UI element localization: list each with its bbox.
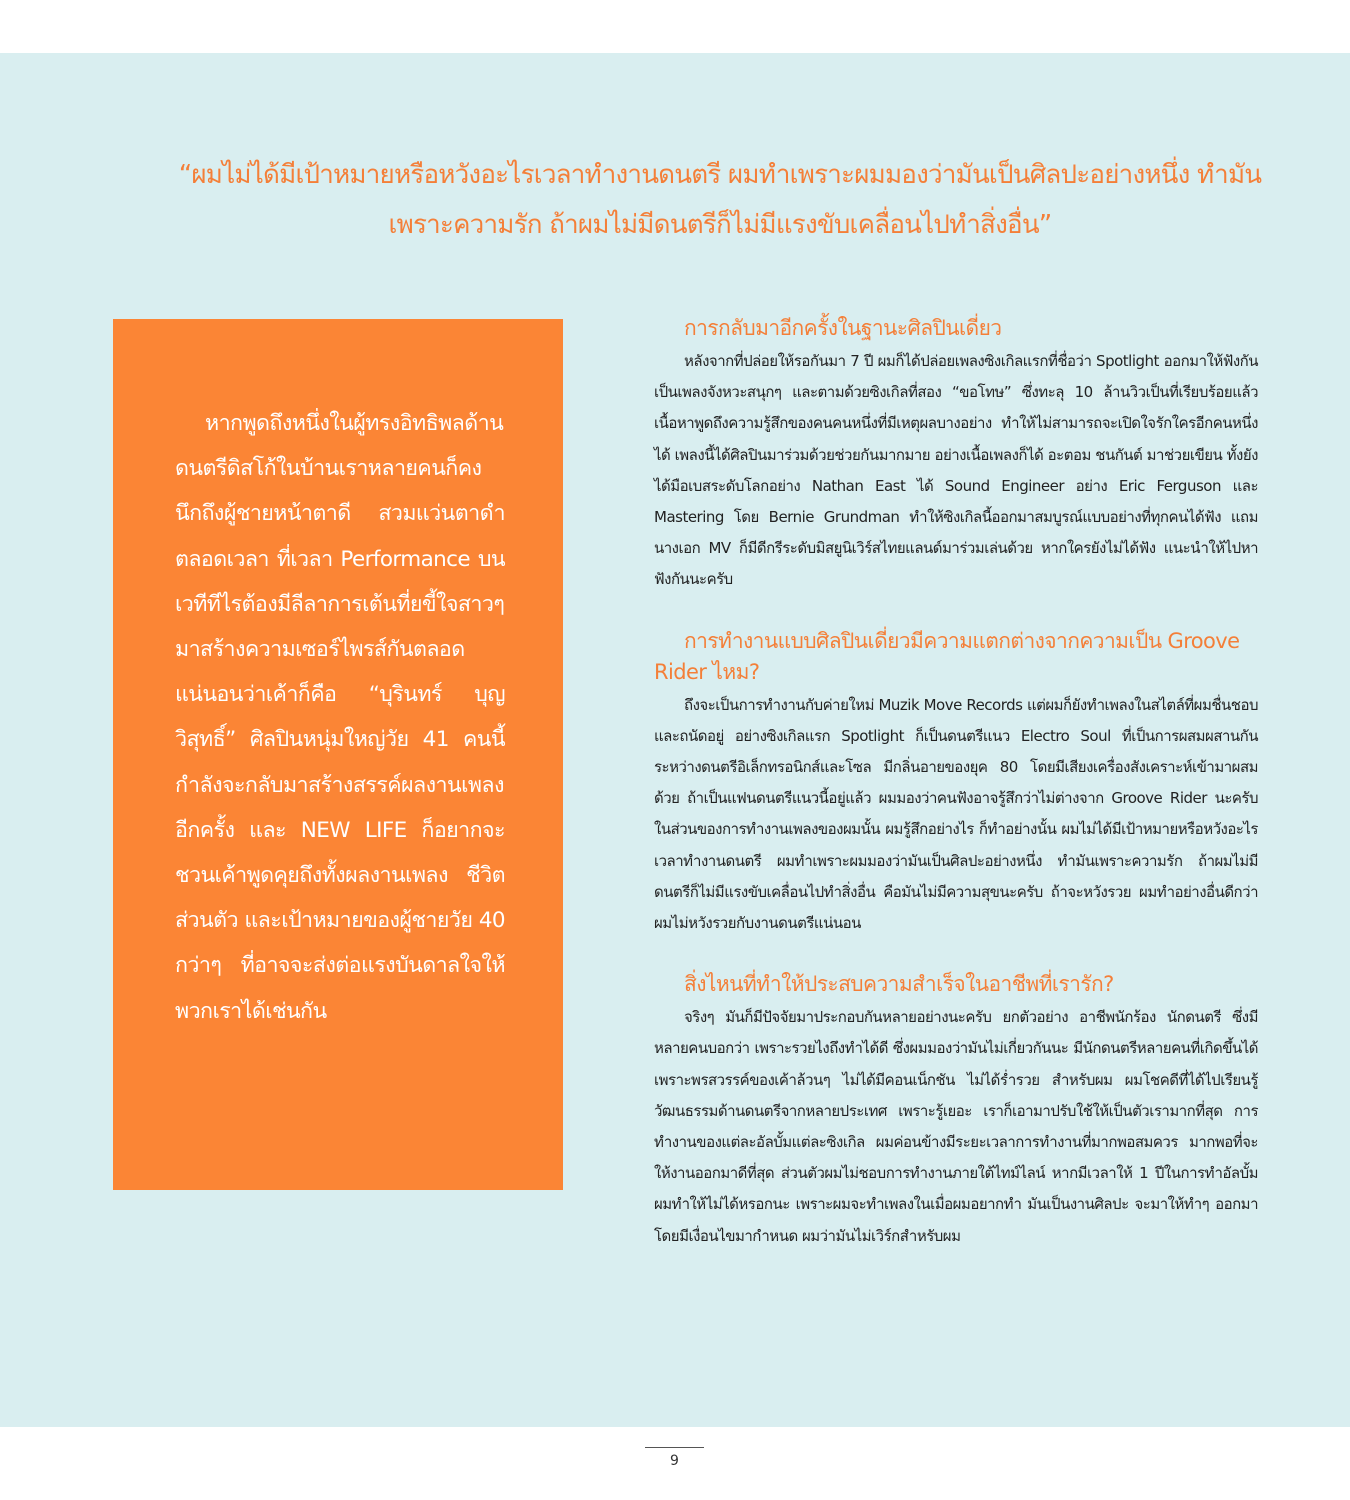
article-section — [654, 969, 1258, 1252]
page-footer — [0, 1427, 1350, 1500]
article-section — [654, 313, 1258, 596]
pull-quote: “ผมไม่ได้มีเป้าหมายหรือหวังอะไรเวลาทำงานดนตรี ผมทำเพราะผมมองว่ามันเป็นศิลปะอย่างหนึ่ง ทำมันเพราะความรัก ถ้าผมไม่มีดนตรีก็ไม่มีแรงขับเคลื่อนไปทำสิ่งอื่น” — [178, 160, 1262, 240]
section-body: จริงๆ มันก็มีปัจจัยมาประกอบกันหลายอย่างนะครับ ยกตัวอย่าง อาชีพนักร้อง นักดนตรี ซึ่งมีหลายคนบอกว่า เพราะรวยไงถึงทำได้ดี ซึ่งผมมองว่ามันไม่เกี่ยวกันนะ มีนักดนตรีหลายคนที่เกิดขึ้นได้เพราะพรสวรรค์ของเค้าล้วนๆ ไม่ได้มีคอนเน็กชัน ไม่ได้ร่ำรวย สำหรับผม ผมโชคดีที่ได้ไปเรียนรู้วัฒนธรรมด้านดนตรีจากหลายประเทศ เพราะรู้เยอะ เราก็เอามาปรับใช้ให้เป็นตัวเรามากที่สุด การทำงานของแต่ละอัลบั้มแต่ละซิงเกิล ผมค่อนข้างมีระยะเวลาการทำงานที่มากพอสมควร มากพอที่จะให้งานออกมาดีที่สุด ส่วนตัวผมไม่ชอบการทำงานภายใต้ไทม์ไลน์ หากมีเวลาให้ 1 ปีในการทำอัลบั้ม ผมทำให้ไม่ได้หรอกนะ เพราะผมจะทำเพลงในเมื่อผมอยากทำ มันเป็นงานศิลปะ จะมาให้ทำๆ ออกมาโดยมีเงื่อนไขมากำหนด ผมว่ามันไม่เวิร์กสำหรับผม — [654, 1008, 1258, 1245]
article-column — [654, 313, 1258, 1282]
section-body: หลังจากที่ปล่อยให้รอกันมา 7 ปี ผมก็ได้ปล่อยเพลงซิงเกิลแรกที่ชื่อว่า Spotlight ออกมาให้ฟังกัน เป็นเพลงจังหวะสนุกๆ และตามด้วยซิงเกิลที่สอง “ขอโทษ” ซึ่งทะลุ 10 ล้านวิวเป็นที่เรียบร้อยแล้ว เนื้อหาพูดถึงความรู้สึกของคนคนหนึ่งที่มีเหตุผลบางอย่าง ทำให้ไม่สามารถจะเปิดใจรักใครอีกคนหนึ่งได้ เพลงนี้ได้ศิลปินมาร่วมด้วยช่วยกันมากมาย อย่างเนื้อเพลงก็ได้ อะตอม ชนกันต์ มาช่วยเขียน ทั้งยังได้มือเบสระดับโลกอย่าง Nathan East ได้ Sound Engineer อย่าง Eric Ferguson และ Mastering โดย Bernie Grundman ทำให้ซิงเกิลนี้ออกมาสมบูรณ์แบบอย่างที่ทุกคนได้ฟัง แถมนางเอก MV ก็มีดีกรีระดับมิสยูนิเวิร์สไทยแลนด์มาร่วมเล่นด้วย หากใครยังไม่ได้ฟัง แนะนำให้ไปหาฟังกันนะครับ — [654, 352, 1258, 589]
section-heading: การกลับมาอีกครั้งในฐานะศิลปินเดี่ยว — [684, 316, 1002, 340]
page-number: 9 — [670, 1453, 679, 1469]
footer-rule — [645, 1447, 704, 1448]
intro-box — [113, 319, 563, 1190]
intro-text: หากพูดถึงหนึ่งในผู้ทรงอิทธิพลด้านดนตรีดิสโก้ในบ้านเราหลายคนก็คงนึกถึงผู้ชายหน้าตาดี สวมแว่นตาดำตลอดเวลา ที่เวลา Performance บนเวทีทีไรต้องมีลีลาการเต้นที่ยขี้ใจสาวๆ มาสร้างความเซอร์ไพรส์กันตลอด แน่นอนว่าเค้าก็คือ “บุรินทร์ บุญวิสุทธิ์” ศิลปินหนุ่มใหญ่วัย 41 คนนี้กำลังจะกลับมาสร้างสรรค์ผลงานเพลงอีกครั้ง และ NEW LIFE ก็อยากจะชวนเค้าพูดคุยถึงทั้งผลงานเพลง ชีวิตส่วนตัว และเป้าหมายของผู้ชายวัย 40 กว่าๆ ที่อาจจะส่งต่อแรงบันดาลใจให้พวกเราได้เช่นกัน — [175, 411, 505, 1024]
section-heading: การทำงานแบบศิลปินเดี่ยวมีความแตกต่างจากความเป็น Groove Rider ไหม? — [654, 628, 1240, 684]
section-body: ถึงจะเป็นการทำงานกับค่ายใหม่ Muzik Move Records แต่ผมก็ยังทำเพลงในสไตล์ที่ผมชื่นชอบและถนัดอยู่ อย่างซิงเกิลแรก Spotlight ก็เป็นดนตรีแนว Electro Soul ที่เป็นการผสมผสานกันระหว่างดนตรีอิเล็กทรอนิกส์และโซล มีกลิ่นอายของยุค 80 โดยมีเสียงเครื่องสังเคราะห์เข้ามาผสมด้วย ถ้าเป็นแฟนดนตรีแนวนี้อยู่แล้ว ผมมองว่าคนฟังอาจรู้สึกว่าไม่ต่างจาก Groove Rider นะครับ ในส่วนของการทำงานเพลงของผมนั้น ผมรู้สึกอย่างไร ก็ทำอย่างนั้น ผมไม่ได้มีเป้าหมายหรือหวังอะไรเวลาทำงานดนตรี ผมทำเพราะผมมองว่ามันเป็นศิลปะอย่างหนึ่ง ทำมันเพราะความรัก ถ้าผมไม่มีดนตรีก็ไม่มีแรงขับเคลื่อนไปทำสิ่งอื่น คือมันไม่มีความสุขนะครับ ถ้าจะหวังรวย ผมทำอย่างอื่นดีกว่า ผมไม่หวังรวยกับงานดนตรีแน่นอน — [654, 695, 1258, 933]
article-section — [654, 626, 1258, 940]
section-heading: สิ่งไหนที่ทำให้ประสบความสำเร็จในอาชีพที่เรารัก? — [684, 972, 1114, 997]
